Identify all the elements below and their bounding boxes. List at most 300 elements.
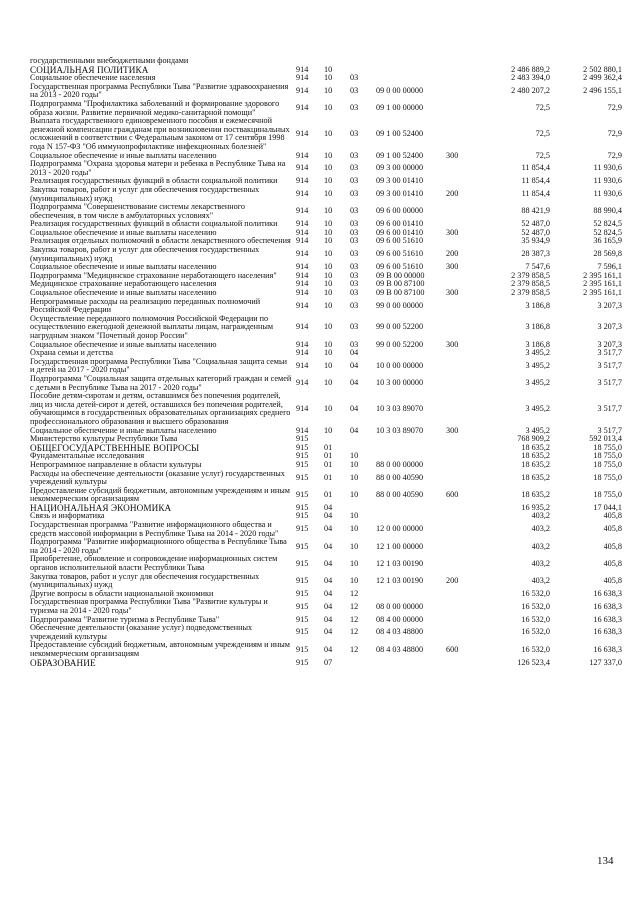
row-amount-year2: 3 517,7 [597,361,622,371]
row-amount-year2: 16 638,3 [593,588,622,598]
row-target-article: 99 0 00 52200 [376,339,424,349]
row-amount-year2: 3 207,3 [597,300,622,310]
row-target-article: 08 4 03 48800 [376,627,424,637]
row-section: 10 [324,236,333,246]
row-target-article [376,659,446,668]
row-name: Приобретение, обновление и сопровождение информационных систем органов исполнительной власти Республики Тыва [30,554,278,573]
row-amount-year1: 3 495,2 [525,425,550,435]
row-target-article: 09 6 00 01410 [376,227,424,237]
row-amount-year1: 35 934,9 [521,236,550,246]
row-amount-year2: 405,8 [603,541,622,551]
row-section: 10 [324,300,333,310]
row-ministry-code: 914 [296,425,309,435]
row-amount-year1: 3 186,8 [525,322,550,332]
row-amount-year1: 2 483 394,0 [511,73,550,83]
row-expense-type [446,470,478,487]
row-amount-year1: 72,5 [535,129,550,139]
row-ministry-code: 915 [296,489,309,499]
row-amount-year1: 403,2 [531,511,550,521]
row-amount-year2: 3 517,7 [597,348,622,358]
row-name: Расходы на обеспечение деятельности (оказание услуг) государственных учреждений культуры [30,468,285,487]
row-name: Реализация государственных функций в области социальной политики [30,219,278,229]
table-row [30,624,622,641]
row-name: Государственная программа "Развитие информационного общества и средств массовой информации в Республике Тыва на 2014 - 2020 годы" [30,520,279,538]
row-target-article: 99 0 00 00000 [376,300,424,310]
row-subsection [350,659,376,668]
row-section: 10 [324,176,333,186]
row-subsection: 03 [350,176,359,186]
row-expense-type [446,160,478,177]
row-ministry-code: 914 [296,404,309,414]
row-ministry-code: 915 [296,575,309,585]
row-amount-year2: 2 395 161,1 [583,288,622,298]
row-ministry-code: 914 [296,279,309,289]
row-name: Подпрограмма "Социальная защита отдельных категорий граждан и семей с детьми в Республике Тыва на 2017 - 2020 годы" [30,373,292,392]
row-subsection: 03 [350,236,359,246]
row-expense-type [446,74,478,83]
row-amount-year1: 16 935,2 [521,502,550,512]
row-name: Реализация государственных функций в области социальной политики [30,176,278,186]
row-name: Подпрограмма "Профилактика заболеваний и формирование здорового образа жизни. Развитие первичной медико-санитарной помощи" [30,98,280,117]
row-ministry-code: 915 [296,601,309,611]
row-subsection: 10 [350,472,359,482]
row-expense-type: 300 [446,227,459,237]
row-amount-year1: 52 487,0 [521,219,550,229]
row-expense-type: 200 [446,249,459,259]
row-ministry-code: 914 [296,262,309,272]
row-amount-year1: 16 532,0 [521,627,550,637]
row-name: Выплата государственного единовременного пособия и ежемесячной денежной компенсации гражданам при возникновении поствакцинальных осложнений в соответствии с Федеральным законом от 17 сентября 1998 года N 157-ФЗ "Об иммунопрофилактике инфекционных болезней" [30,116,290,151]
row-target-article: 10 0 00 00000 [376,361,424,371]
row-amount-year2: 2 502 880,1 [583,64,622,74]
row-amount-year2: 88 990,4 [593,206,622,216]
row-amount-year1: 18 635,2 [521,472,550,482]
row-target-article: 08 4 03 48800 [376,644,424,654]
row-expense-type [446,392,478,426]
row-target-article: 99 0 00 52200 [376,322,424,332]
row-amount-year1: 18 635,2 [521,451,550,461]
row-name: Фундаментальные исследования [30,451,145,461]
row-ministry-code: 915 [296,451,309,461]
row-subsection: 03 [350,262,359,272]
row-subsection: 10 [350,511,359,521]
row-target-article: 09 0 00 00000 [376,86,424,96]
table-row [30,315,622,341]
row-amount-year1: 11 854,4 [521,189,550,199]
table-row [30,186,622,203]
row-section: 10 [324,348,333,358]
row-target-article: 88 0 00 40590 [376,472,424,482]
row-amount-year2: 28 569,8 [593,249,622,259]
row-expense-type [446,100,478,117]
row-section: 04 [324,541,333,551]
row-section: 10 [324,189,333,199]
row-amount-year1: 16 532,0 [521,601,550,611]
table-row [30,375,622,392]
row-ministry-code: 914 [296,163,309,173]
row-amount-year2: 2 395 161,1 [583,279,622,289]
row-subsection: 04 [350,361,359,371]
row-subsection: 03 [350,103,359,113]
row-amount-year2: 11 930,6 [593,163,622,173]
row-expense-type [446,298,478,315]
row-amount-year2: 16 638,3 [593,644,622,654]
row-section: 04 [324,614,333,624]
row-amount-year2: 3 207,3 [597,339,622,349]
row-expense-type [446,237,478,246]
row-name: Социальное обеспечение населения [30,73,156,83]
row-target-article [376,349,446,358]
row-amount-year1: 403,2 [531,558,550,568]
row-subsection: 10 [350,524,359,534]
row-ministry-code: 915 [296,657,309,667]
row-name: Государственная программа Республики Тыва "Развитие культуры и туризма на 2014 - 2020 годы" [30,597,268,615]
row-ministry-code: 915 [296,627,309,637]
row-subsection: 10 [350,451,359,461]
row-ministry-code: 914 [296,300,309,310]
row-expense-type [446,117,478,151]
row-expense-type [446,177,478,186]
row-expense-type [446,349,478,358]
row-expense-type: 200 [446,189,459,199]
row-name: Подпрограмма "Развитие туризма в Республике Тыва" [30,614,220,624]
row-name: Непрограммное направление в области культуры [30,459,202,469]
row-subsection: 03 [350,322,359,332]
row-target-article: 09 В 00 00000 [376,270,425,280]
table-row [30,659,622,668]
row-ministry-code: 914 [296,378,309,388]
row-expense-type [446,66,478,75]
row-amount-year2: 72,9 [607,150,622,160]
row-name: Медицинское страхование неработающего населения [30,279,217,289]
row-amount-year2: 405,8 [603,511,622,521]
row-subsection: 04 [350,425,359,435]
row-amount-year2: 52 824,5 [593,219,622,229]
row-amount-year2: 11 930,6 [593,189,622,199]
row-name: Обеспечение деятельности (оказание услуг) подведомственных учреждений культуры [30,623,253,641]
row-subsection: 03 [350,129,359,139]
row-amount-year2: 18 755,0 [593,489,622,499]
row-expense-type [446,435,478,444]
table-row [30,487,622,504]
row-target-article: 10 3 00 00000 [376,378,424,388]
row-name: ОБРАЗОВАНИЕ [30,657,96,668]
row-subsection: 03 [350,300,359,310]
row-expense-type: 600 [446,489,459,499]
row-amount-year2: 36 165,9 [593,236,622,246]
row-amount-year1: 2 480 207,2 [511,86,550,96]
row-ministry-code: 914 [296,176,309,186]
row-amount-year1: 3 495,2 [525,378,550,388]
row-target-article: 09 1 00 52400 [376,129,424,139]
row-amount-year2: 405,8 [603,558,622,568]
row-section: 10 [324,86,333,96]
row-amount-year2: 16 638,3 [593,601,622,611]
row-section: 01 [324,472,333,482]
row-amount-year2: 405,8 [603,575,622,585]
row-amount-year2: 3 517,7 [597,425,622,435]
row-ministry-code: 914 [296,236,309,246]
row-section: 10 [324,404,333,414]
row-amount-year1: 403,2 [531,575,550,585]
row-name: Закупка товаров, работ и услуг для обеспечения государственных (муниципальных) нужд [30,571,260,590]
row-expense-type: 200 [446,575,459,585]
row-expense-type: 300 [446,288,459,298]
row-subsection: 10 [350,541,359,551]
row-ministry-code: 914 [296,103,309,113]
row-expense-type: 300 [446,425,459,435]
row-amount-year2: 18 755,0 [593,442,622,452]
table-row [30,470,622,487]
row-target-article: 09 В 00 87100 [376,288,425,298]
row-ministry-code: 915 [296,614,309,624]
row-expense-type [446,375,478,392]
row-target-article: 08 0 00 00000 [376,601,424,611]
row-expense-type: 300 [446,339,459,349]
row-ministry-code: 914 [296,322,309,332]
row-subsection: 03 [350,279,359,289]
table-row [30,160,622,177]
row-subsection: 04 [350,404,359,414]
row-ministry-code: 914 [296,129,309,139]
row-subsection: 03 [350,163,359,173]
row-amount-year1: 7 547,6 [525,262,550,272]
row-name: Министерство культуры Республики Тыва [30,434,178,444]
table-row [30,203,622,220]
row-target-article: 12 1 00 00000 [376,541,424,551]
row-name: Пособие детям-сиротам и детям, оставшимся без попечения родителей, лиц из числа детей-сирот и детей, оставшихся без попечения родителей, обучающимся в государственных образовательных организациях среднего профессионального образования и высшего образования [30,391,291,426]
row-section: 01 [324,459,333,469]
row-ministry-code: 915 [296,588,309,598]
row-target-article [376,504,446,513]
row-amount-year2: 7 596,1 [597,262,622,272]
row-amount-year1: 72,5 [535,103,550,113]
row-amount-year2: 16 638,3 [593,627,622,637]
row-ministry-code: 914 [296,219,309,229]
table-row [30,358,622,375]
row-ministry-code: 914 [296,339,309,349]
row-target-article: 10 3 03 89070 [376,425,424,435]
row-section: 10 [324,288,333,298]
row-expense-type [446,512,478,521]
row-amount-year2: 72,9 [607,103,622,113]
row-ministry-code: 914 [296,86,309,96]
row-ministry-code: 914 [296,288,309,298]
row-name: Государственная программа Республики Тыва "Социальная защита семьи и детей на 2017 - 2020 годы" [30,356,288,375]
table-row [30,298,622,315]
row-amount-year1: 16 532,0 [521,614,550,624]
row-expense-type [446,538,478,555]
row-amount-year1: 2 486 889,2 [511,64,550,74]
row-name: Подпрограмма "Охрана здоровья матери и ребенка в Республике Тыва на 2013 - 2020 годы" [30,159,286,177]
row-expense-type [446,203,478,220]
row-amount-year2: 72,9 [607,129,622,139]
row-name: Социальное обеспечение и иные выплаты населению [30,150,217,160]
row-amount-year2: 592 013,4 [589,434,622,444]
row-amount-year1: 72,5 [535,150,550,160]
row-section: 10 [324,339,333,349]
row-section: 10 [324,322,333,332]
row-target-article: 09 1 00 52400 [376,150,424,160]
row-name: Закупка товаров, работ и услуг для обеспечения государственных (муниципальных) нужд [30,245,260,263]
row-expense-type: 600 [446,644,459,654]
row-subsection: 03 [350,270,359,280]
row-ministry-code: 915 [296,434,309,444]
row-expense-type [446,83,478,100]
row-expense-type [446,444,478,453]
row-name: Подпрограмма "Совершенствование системы лекарственного обеспечения, в том числе в амбулаторных условиях" [30,202,245,220]
row-amount-year2: 2 395 161,1 [583,270,622,280]
budget-table [30,57,622,667]
row-amount-year2: 11 930,6 [593,176,622,186]
row-ministry-code: 915 [296,472,309,482]
row-target-article: 12 0 00 00000 [376,524,424,534]
row-section: 10 [324,378,333,388]
row-ministry-code: 915 [296,442,309,452]
row-subsection: 12 [350,644,359,654]
row-ministry-code: 914 [296,348,309,358]
row-amount-year1: 3 186,8 [525,339,550,349]
row-subsection: 10 [350,575,359,585]
row-target-article: 88 0 00 00000 [376,459,424,469]
row-target-article: 88 0 00 40590 [376,489,424,499]
row-amount-year1: 11 854,4 [521,176,550,186]
row-name: Социальное обеспечение и иные выплаты населению [30,339,217,349]
row-section: 10 [324,103,333,113]
row-subsection: 10 [350,459,359,469]
row-amount-year2: 16 638,3 [593,614,622,624]
row-section: 04 [324,601,333,611]
row-amount-year2: 18 755,0 [593,459,622,469]
row-name: СОЦИАЛЬНАЯ ПОЛИТИКА [30,64,149,75]
row-target-article: 09 6 00 51610 [376,262,424,272]
table-row [30,83,622,100]
table-row [30,246,622,263]
row-section: 10 [324,262,333,272]
row-amount-year2: 52 824,5 [593,227,622,237]
row-name: Охрана семьи и детства [30,348,114,358]
row-amount-year1: 3 495,2 [525,361,550,371]
row-section: 10 [324,73,333,83]
row-amount-year1: 11 854,4 [521,163,550,173]
row-name: ОБЩЕГОСУДАРСТВЕННЫЕ ВОПРОСЫ [30,442,200,453]
row-expense-type [446,521,478,538]
row-name: Связь и информатика [30,511,105,521]
row-amount-year1: 3 186,8 [525,300,550,310]
row-subsection [350,435,376,444]
row-amount-year2: 2 496 155,1 [583,86,622,96]
row-expense-type [446,624,478,641]
row-name: Реализация отдельных полномочий в области лекарственного обеспечения [30,236,291,246]
row-subsection: 03 [350,219,359,229]
row-section: 10 [324,279,333,289]
row-amount-year2: 127 337,0 [589,657,622,667]
row-amount-year1: 3 495,2 [525,348,550,358]
row-ministry-code: 915 [296,511,309,521]
row-target-article: 09 6 00 51610 [376,236,424,246]
row-expense-type [446,272,478,281]
row-section: 10 [324,249,333,259]
row-amount-year1: 403,2 [531,541,550,551]
row-ministry-code: 915 [296,558,309,568]
row-ministry-code: 915 [296,502,309,512]
row-target-article [376,444,446,453]
row-target-article: 09 3 00 01410 [376,189,424,199]
table-body [30,57,622,667]
row-subsection: 12 [350,627,359,637]
row-ministry-code: 915 [296,541,309,551]
row-name: Предоставление субсидий бюджетным, автономным учреждениям и иным некоммерческим организациям [30,485,290,504]
row-amount-year2: 18 755,0 [593,472,622,482]
row-target-article [376,57,446,66]
row-section: 10 [324,361,333,371]
row-subsection: 04 [350,348,359,358]
row-name: Другие вопросы в области национальной экономики [30,588,214,598]
row-target-article: 12 1 03 00190 [376,575,424,585]
row-name: Закупка товаров, работ и услуг для обеспечения государственных (муниципальных) нужд [30,184,260,203]
row-section: 10 [324,163,333,173]
row-ministry-code: 914 [296,189,309,199]
row-subsection: 10 [350,489,359,499]
row-amount-year1: 18 635,2 [521,459,550,469]
row-subsection: 10 [350,558,359,568]
table-row [30,538,622,555]
row-target-article [376,66,446,75]
row-amount-year2: 18 755,0 [593,451,622,461]
row-name: Предоставление субсидий бюджетным, автономным учреждениям и иным некоммерческим организациям [30,640,290,658]
row-name: Социальное обеспечение и иные выплаты населению [30,425,217,435]
row-amount-year2: 405,8 [603,524,622,534]
row-section: 10 [324,129,333,139]
row-section: 10 [324,270,333,280]
row-expense-type [446,590,478,599]
row-expense-type [446,659,478,668]
table-row [30,555,622,572]
row-target-article: 09 6 00 00000 [376,206,424,216]
row-name: Подпрограмма "Развитие информационного общества в Республике Тыва на 2014 - 2020 годы" [30,537,287,555]
row-amount-year1: 52 487,0 [521,227,550,237]
row-subsection: 03 [350,86,359,96]
table-row [30,392,622,426]
row-section: 04 [324,511,333,521]
row-subsection: 04 [350,378,359,388]
row-subsection: 03 [350,339,359,349]
row-expense-type [446,616,478,625]
row-subsection: 03 [350,206,359,216]
row-ministry-code: 914 [296,361,309,371]
row-amount-year2: 2 499 362,4 [583,73,622,83]
row-target-article: 09 3 00 00000 [376,163,424,173]
row-name: государственными внебюджетными фондами [30,56,189,65]
row-amount-year2: 17 044,1 [593,502,622,512]
row-target-article: 09 6 00 01410 [376,219,424,229]
row-ministry-code: 914 [296,249,309,259]
row-amount-year1: 3 495,2 [525,404,550,414]
row-target-article: 09 3 00 01410 [376,176,424,186]
row-expense-type [446,358,478,375]
row-name: Социальное обеспечение и иные выплаты населению [30,262,217,272]
table-row [30,573,622,590]
row-target-article: 10 3 03 89070 [376,404,424,414]
row-ministry-code: 914 [296,270,309,280]
row-amount-year1: 28 387,3 [521,249,550,259]
row-expense-type: 300 [446,262,459,272]
row-amount-year1: 403,2 [531,524,550,534]
row-target-article [376,590,446,599]
row-section: 04 [324,524,333,534]
row-name: Социальное обеспечение и иные выплаты населению [30,288,217,298]
row-section: 10 [324,425,333,435]
